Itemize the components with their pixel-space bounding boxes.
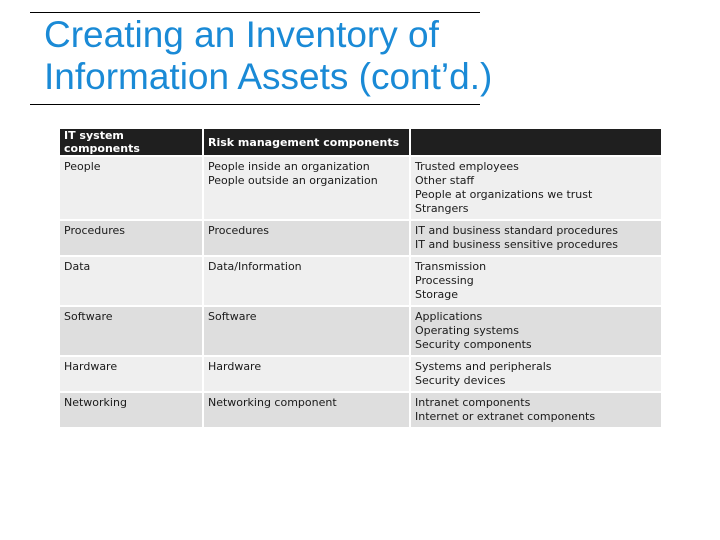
- example-label: Transmission: [415, 260, 487, 273]
- it-component-label: Networking: [64, 396, 127, 409]
- example-label: Security devices: [415, 374, 506, 387]
- table-row: [60, 220, 661, 256]
- example-label: Intranet components: [415, 396, 531, 409]
- example-label: Storage: [415, 288, 459, 301]
- cell-risk-management-component: [203, 306, 410, 356]
- cell-examples: [410, 220, 661, 256]
- slide-title-line-1: Creating an Inventory of: [44, 14, 439, 55]
- title-bottom-rule: [30, 104, 480, 105]
- example-label: People at organizations we trust: [415, 188, 593, 201]
- it-component-label: Procedures: [64, 224, 125, 237]
- example-label: Applications: [415, 310, 483, 323]
- cell-examples: [410, 306, 661, 356]
- table-row: [60, 156, 661, 220]
- slide-title-line-2: Information Assets (cont’d.): [44, 56, 493, 97]
- cell-examples: [410, 156, 661, 220]
- it-component-label: Software: [64, 310, 113, 323]
- example-label: Systems and peripherals: [415, 360, 552, 373]
- table-header-row: [60, 129, 661, 156]
- title-top-rule: [30, 12, 480, 13]
- example-label: Operating systems: [415, 324, 519, 337]
- example-label: Trusted employees: [415, 160, 519, 173]
- cell-risk-management-component: [203, 356, 410, 392]
- table-row: [60, 392, 661, 427]
- cell-risk-management-component: [203, 256, 410, 306]
- it-component-label: Hardware: [64, 360, 118, 373]
- risk-component-label: Software: [208, 310, 257, 323]
- cell-it-system-component: [60, 156, 203, 220]
- risk-component-label: Networking component: [208, 396, 337, 409]
- it-component-label: People: [64, 160, 101, 173]
- table-row: [60, 306, 661, 356]
- table-row: [60, 356, 661, 392]
- example-label: Internet or extranet components: [415, 410, 596, 423]
- cell-it-system-component: [60, 306, 203, 356]
- risk-component-label: Procedures: [208, 224, 269, 237]
- cell-it-system-component: [60, 220, 203, 256]
- cell-it-system-component: [60, 356, 203, 392]
- example-label: Other staff: [415, 174, 475, 187]
- inventory-table: [60, 129, 661, 427]
- cell-risk-management-component: [203, 392, 410, 427]
- cell-risk-management-component: [203, 156, 410, 220]
- cell-it-system-component: [60, 256, 203, 306]
- risk-component-label: People inside an organization: [208, 160, 370, 173]
- example-label: IT and business sensitive procedures: [415, 238, 619, 251]
- header-examples: [410, 129, 661, 156]
- table-row: [60, 256, 661, 306]
- example-label: Strangers: [415, 202, 469, 215]
- header-it-system-components: IT system components: [60, 129, 203, 156]
- example-label: IT and business standard procedures: [415, 224, 618, 237]
- example-label: Security components: [415, 338, 532, 351]
- risk-component-label: Hardware: [208, 360, 262, 373]
- cell-risk-management-component: [203, 220, 410, 256]
- example-label: Processing: [415, 274, 474, 287]
- cell-examples: [410, 256, 661, 306]
- risk-component-label: Data/Information: [208, 260, 302, 273]
- header-risk-management-components: Risk management components: [203, 129, 410, 156]
- slide-title: [44, 14, 684, 98]
- risk-component-label: People outside an organization: [208, 174, 378, 187]
- cell-examples: [410, 356, 661, 392]
- it-component-label: Data: [64, 260, 91, 273]
- cell-examples: [410, 392, 661, 427]
- cell-it-system-component: [60, 392, 203, 427]
